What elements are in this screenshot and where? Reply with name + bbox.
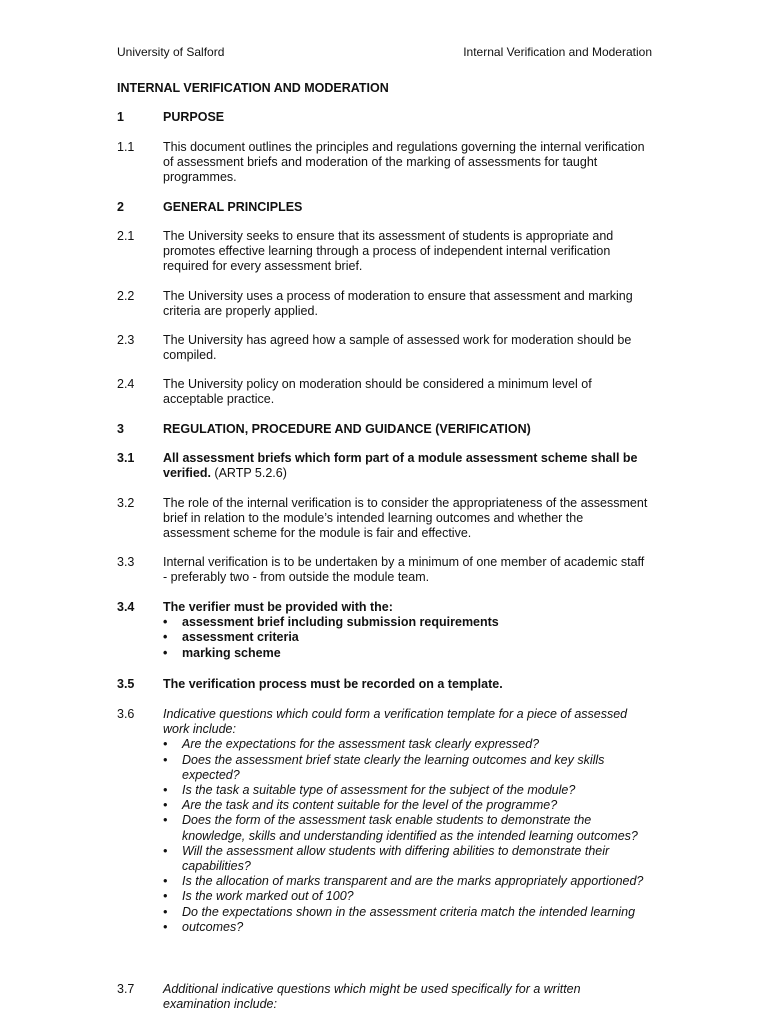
clause-text: This document outlines the principles and regulations governing the internal verification of assessment briefs and moderation of the marking of assessments for taught programmes. [163,140,645,185]
clause-3-5 [117,677,657,692]
clause-text: The role of the internal verification is to consider the appropriateness of the assessment brief in relation to the module’s intended learning outcomes and whether the assessment scheme for the module is fair and effective. [163,496,648,541]
clause-number: 3.3 [117,555,135,569]
clause-text: The verification process must be recorded on a template. [163,677,503,691]
clause-text: The University has agreed how a sample of assessed work for moderation should be compiled. [163,333,632,363]
clause-1-1 [117,140,657,186]
clause-number: 3.7 [117,982,135,996]
document-title: INTERNAL VERIFICATION AND MODERATION [117,81,389,95]
list-item: • marking scheme [163,646,648,661]
clause-3-3 [117,555,657,585]
clause-text: The verifier must be provided with the: [163,600,393,614]
clause-text-bold: All assessment briefs which form part of a module assessment scheme shall be verified. [163,451,638,481]
clause-2-2 [117,289,657,319]
section-3-heading [117,422,657,437]
header-institution: University of Salford [117,45,225,59]
list-item: • assessment criteria [163,630,648,645]
section-heading: PURPOSE [163,110,225,124]
clause-2-1 [117,229,657,275]
clause-3-6 [117,707,657,935]
clause-number: 3.6 [117,707,135,721]
clause-text [163,451,648,481]
section-heading: GENERAL PRINCIPLES [163,200,303,214]
list-item: • Is the allocation of marks transparent and are the marks appropriately apportioned? [163,874,648,889]
section-number: 2 [117,200,124,214]
section-number: 3 [117,422,124,436]
clause-text: The University seeks to ensure that its assessment of students is appropriate and promotes effective learning through a process of independent internal verification required for every assessment brief. [163,229,614,274]
clause-3-7 [117,982,657,1012]
clause-text: Indicative questions which could form a verification template for a piece of assessed work include: [163,707,628,737]
clause-3-4 [117,600,657,661]
clause-number: 2.1 [117,229,135,243]
list-item: • Are the task and its content suitable for the level of the programme? [163,798,648,813]
clause-text: The University policy on moderation should be considered a minimum level of acceptable practice. [163,377,592,407]
list-item: • Does the form of the assessment task enable students to demonstrate the knowledge, skills and understanding identified as the intended learning outcomes? [163,813,648,843]
list-item: • assessment brief including submission requirements [163,615,648,630]
clause-number: 3.1 [117,451,135,465]
clause-2-4 [117,377,657,407]
clause-text: The University uses a process of moderation to ensure that assessment and marking criteria are properly applied. [163,289,633,319]
section-heading: REGULATION, PROCEDURE AND GUIDANCE (VERIFICATION) [163,422,531,436]
clause-number: 2.4 [117,377,135,391]
list-item: • Do the expectations shown in the assessment criteria match the intended learning [163,905,648,920]
list-item: • Is the work marked out of 100? [163,889,648,904]
list-item: • Does the assessment brief state clearly the learning outcomes and key skills expected? [163,753,648,783]
verifier-materials-list [163,615,648,661]
clause-number: 3.4 [117,600,135,614]
clause-body [163,707,648,935]
header-doc-title: Internal Verification and Moderation [463,45,652,59]
clause-reference: (ARTP 5.2.6) [210,466,287,481]
clause-number: 1.1 [117,140,135,154]
clause-body [163,600,648,661]
list-item: • outcomes? [163,920,648,935]
page-header [117,45,652,60]
clause-text: Internal verification is to be undertaken by a minimum of one member of academic staff - preferably two - from outside the module team. [163,555,645,585]
section-2-heading [117,200,657,215]
clause-3-1 [117,451,657,481]
verification-questions-list [163,737,648,935]
clause-3-2 [117,496,657,542]
clause-number: 2.2 [117,289,135,303]
list-item: • Will the assessment allow students with differing abilities to demonstrate their capabilities? [163,844,648,874]
list-item: • Are the expectations for the assessment task clearly expressed? [163,737,648,752]
section-number: 1 [117,110,124,124]
clause-number: 3.2 [117,496,135,510]
clause-number: 3.5 [117,677,135,691]
clause-number: 2.3 [117,333,135,347]
section-1-heading [117,110,657,125]
clause-text: Additional indicative questions which might be used specifically for a written examination include: [163,982,581,1012]
clause-2-3 [117,333,657,363]
list-item: • Is the task a suitable type of assessment for the subject of the module? [163,783,648,798]
